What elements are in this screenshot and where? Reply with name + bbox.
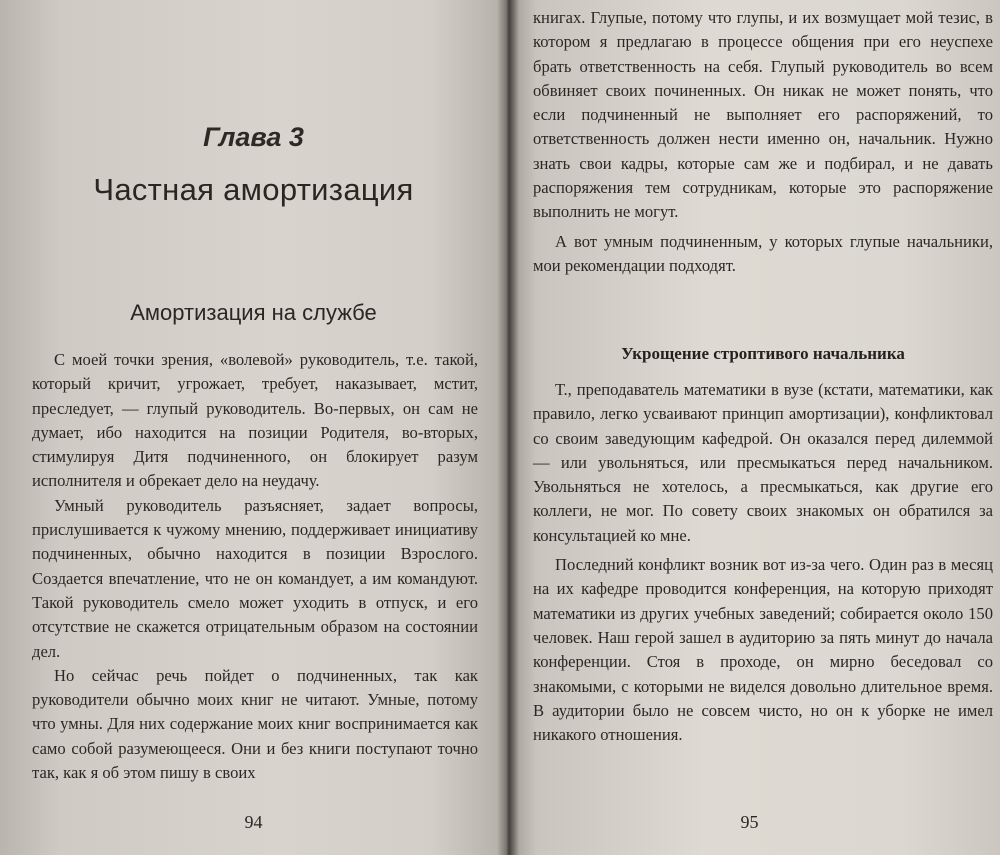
chapter-label: Глава 3 — [203, 122, 304, 152]
left-page-body — [32, 348, 478, 785]
paragraph: А вот умным подчиненным, у которых глупые начальники, мои рекомендации подходят. — [533, 231, 993, 275]
page-number-right: 95 — [740, 812, 759, 832]
subsection-title: Укрощение строптивого начальника — [621, 344, 905, 363]
section-title: Амортизация на службе — [130, 300, 377, 325]
paragraph: Но сейчас речь пойдет о подчиненных, так как руководители обычно моих книг не читают. Умные, потому что умны. Для них содержание моих книг воспринимается как само собой разумеющееся. Они и без книги поступают точно так, как я об этом пишу в своих — [32, 665, 478, 783]
paragraph: книгах. Глупые, потому что глупы, и их возмущает мой тезис, в котором я предлагаю в процессе общения при его неуспехе брать ответственность на себя. Глупый руководитель во всем обвиняет своих починенных. Он никак не может понять, что если подчиненный не выполняет его распоряжений, то ответственность должен нести именно он, начальник. Нужно знать свои кадры, которые сам же и подбирал, и не давать распоряжения тем сотрудникам, которые это распоряжение выполнить не могут. — [533, 8, 993, 222]
paragraph: Т., преподаватель математики в вузе (кстати, математики, как правило, легко усваивают принцип амортизации), конфликтовал со своим заведующим кафедрой. Он оказался перед дилеммой — или увольняться, или пресмыкаться перед начальником. Увольняться не хотелось, а пресмыкаться, как другие его коллеги, не мог. По совету своих знакомых он обратился за консультацией ко мне. — [533, 380, 993, 545]
page-number-left: 94 — [244, 812, 263, 832]
paragraph: С моей точки зрения, «волевой» руководитель, т.е. такой, который кричит, угрожает, требует, наказывает, мстит, преследует, — глупый руководитель. Во-первых, он сам не думает, ибо находится на позиции Родителя, во-вторых, стимулируя Дитя подчиненного, он блокирует разум исполнителя и обрекает дело на неудачу. — [32, 350, 478, 491]
right-page-body-top — [533, 6, 993, 278]
paragraph: Последний конфликт возник вот из-за чего. Один раз в месяц на их кафедре проводится конференция, на которую приходят математики из других учебных заведений; собирается около 150 человек. Наш герой зашел в аудиторию за пять минут до начала конференции. Стоя в проходе, он мирно беседовал со знакомыми, с которыми не виделся довольно длительное время. В аудитории было не совсем чисто, но он к уборке не имел никакого отношения. — [533, 555, 993, 745]
right-page-body-bottom — [533, 378, 993, 747]
chapter-title: Частная амортизация — [93, 172, 414, 207]
paragraph: Умный руководитель разъясняет, задает вопросы, прислушивается к чужому мнению, поддерживает инициативу подчиненных, обычно находится в позиции Взрослого. Создается впечатление, что не он командует, а им командуют. Такой руководитель смело может уходить в отпуск, и его отсутствие не скажется отрицательным образом на состоянии дел. — [32, 495, 478, 661]
right-page — [507, 0, 1000, 855]
